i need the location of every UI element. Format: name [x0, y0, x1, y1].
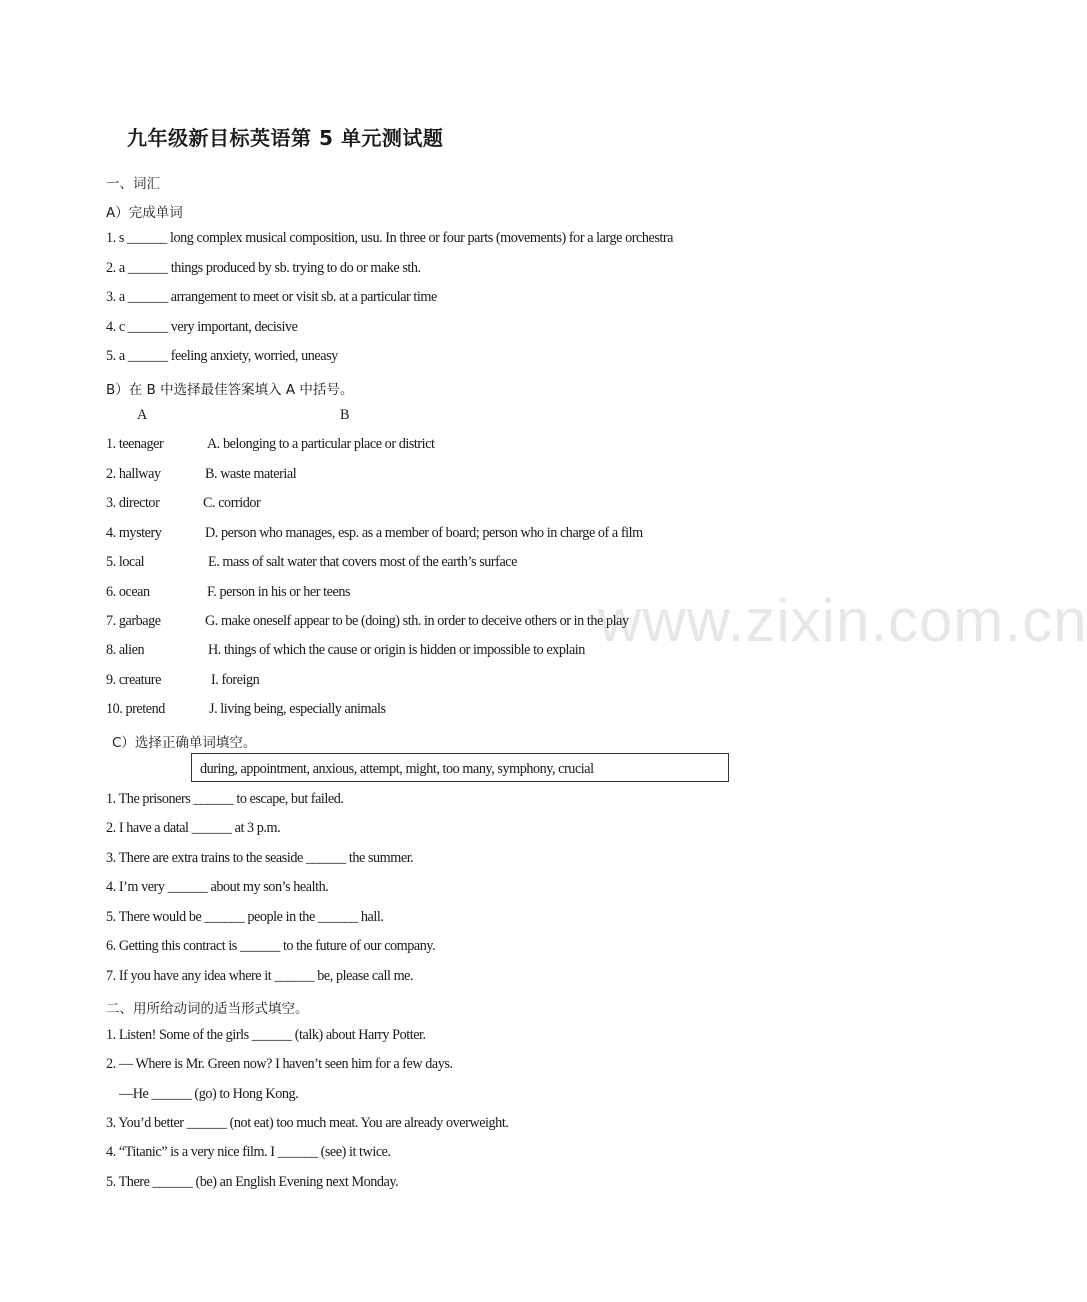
match-term: 7. garbage	[106, 613, 161, 629]
word-bank-box: during, appointment, anxious, attempt, might, too many, symphony, crucial	[191, 753, 729, 782]
part-c-item: 4. I’m very ______ about my son’s health.	[106, 879, 329, 895]
match-term: 1. teenager	[106, 436, 164, 452]
column-b-label: B	[340, 407, 350, 423]
match-term: 2. hallway	[106, 466, 161, 482]
page-title: 九年级新目标英语第 5 单元测试题	[127, 126, 444, 150]
part-c-item: 1. The prisoners ______ to escape, but failed.	[106, 791, 344, 807]
match-definition: C. corridor	[203, 495, 261, 511]
verb-item-response: —He ______ (go) to Hong Kong.	[119, 1086, 299, 1102]
match-term: 9. creature	[106, 672, 161, 688]
match-definition: H. things of which the cause or origin is hidden or impossible to explain	[208, 642, 585, 658]
match-definition: I. foreign	[211, 672, 260, 688]
match-term: 3. director	[106, 495, 160, 511]
verb-item: 5. There ______ (be) an English Evening next Monday.	[106, 1174, 399, 1190]
match-term: 6. ocean	[106, 584, 150, 600]
match-definition: F. person in his or her teens	[207, 584, 351, 600]
match-definition: G. make oneself appear to be (doing) sth. in order to deceive others or in the play	[205, 613, 629, 629]
verb-item: 1. Listen! Some of the girls ______ (talk) about Harry Potter.	[106, 1027, 426, 1043]
part-c-item: 5. There would be ______ people in the ______ hall.	[106, 909, 384, 925]
part-a-item: 1. s ______ long complex musical composition, usu. In three or four parts (movements) for a large orchestra	[106, 230, 674, 246]
part-c-item: 3. There are extra trains to the seaside ______ the summer.	[106, 850, 414, 866]
match-term: 10. pretend	[106, 701, 165, 717]
match-definition: E. mass of salt water that covers most of the earth’s surface	[208, 554, 517, 570]
part-c-item: 7. If you have any idea where it ______ be, please call me.	[106, 968, 414, 984]
part-a-item: 2. a ______ things produced by sb. trying to do or make sth.	[106, 260, 421, 276]
part-a-heading: A）完成单词	[106, 205, 183, 221]
match-definition: B. waste material	[205, 466, 297, 482]
watermark: www.zixin.com.cn	[598, 587, 1087, 654]
part-c-item: 2. I have a datal ______ at 3 p.m.	[106, 820, 281, 836]
match-definition: A. belonging to a particular place or district	[207, 436, 435, 452]
part-b-heading: B）在 B 中选择最佳答案填入 A 中括号。	[106, 382, 354, 398]
part-a-item: 3. a ______ arrangement to meet or visit sb. at a particular time	[106, 289, 437, 305]
part-c-heading: C）选择正确单词填空。	[112, 735, 257, 751]
section-heading-vocabulary: 一、词汇	[106, 176, 160, 192]
match-definition: D. person who manages, esp. as a member of board; person who in charge of a film	[205, 525, 643, 541]
verb-item: 2. — Where is Mr. Green now? I haven’t seen him for a few days.	[106, 1056, 453, 1072]
part-c-item: 6. Getting this contract is ______ to the future of our company.	[106, 938, 436, 954]
column-a-label: A	[137, 407, 147, 423]
match-term: 4. mystery	[106, 525, 162, 541]
match-definition: J. living being, especially animals	[209, 701, 386, 717]
verb-item: 4. “Titanic” is a very nice film. I ______ (see) it twice.	[106, 1144, 391, 1160]
part-a-item: 5. a ______ feeling anxiety, worried, uneasy	[106, 348, 338, 364]
verb-item: 3. You’d better ______ (not eat) too much meat. You are already overweight.	[106, 1115, 509, 1131]
section-heading-verb-forms: 二、用所给动词的适当形式填空。	[106, 1001, 309, 1017]
match-term: 5. local	[106, 554, 145, 570]
part-a-item: 4. c ______ very important, decisive	[106, 319, 298, 335]
match-term: 8. alien	[106, 642, 145, 658]
